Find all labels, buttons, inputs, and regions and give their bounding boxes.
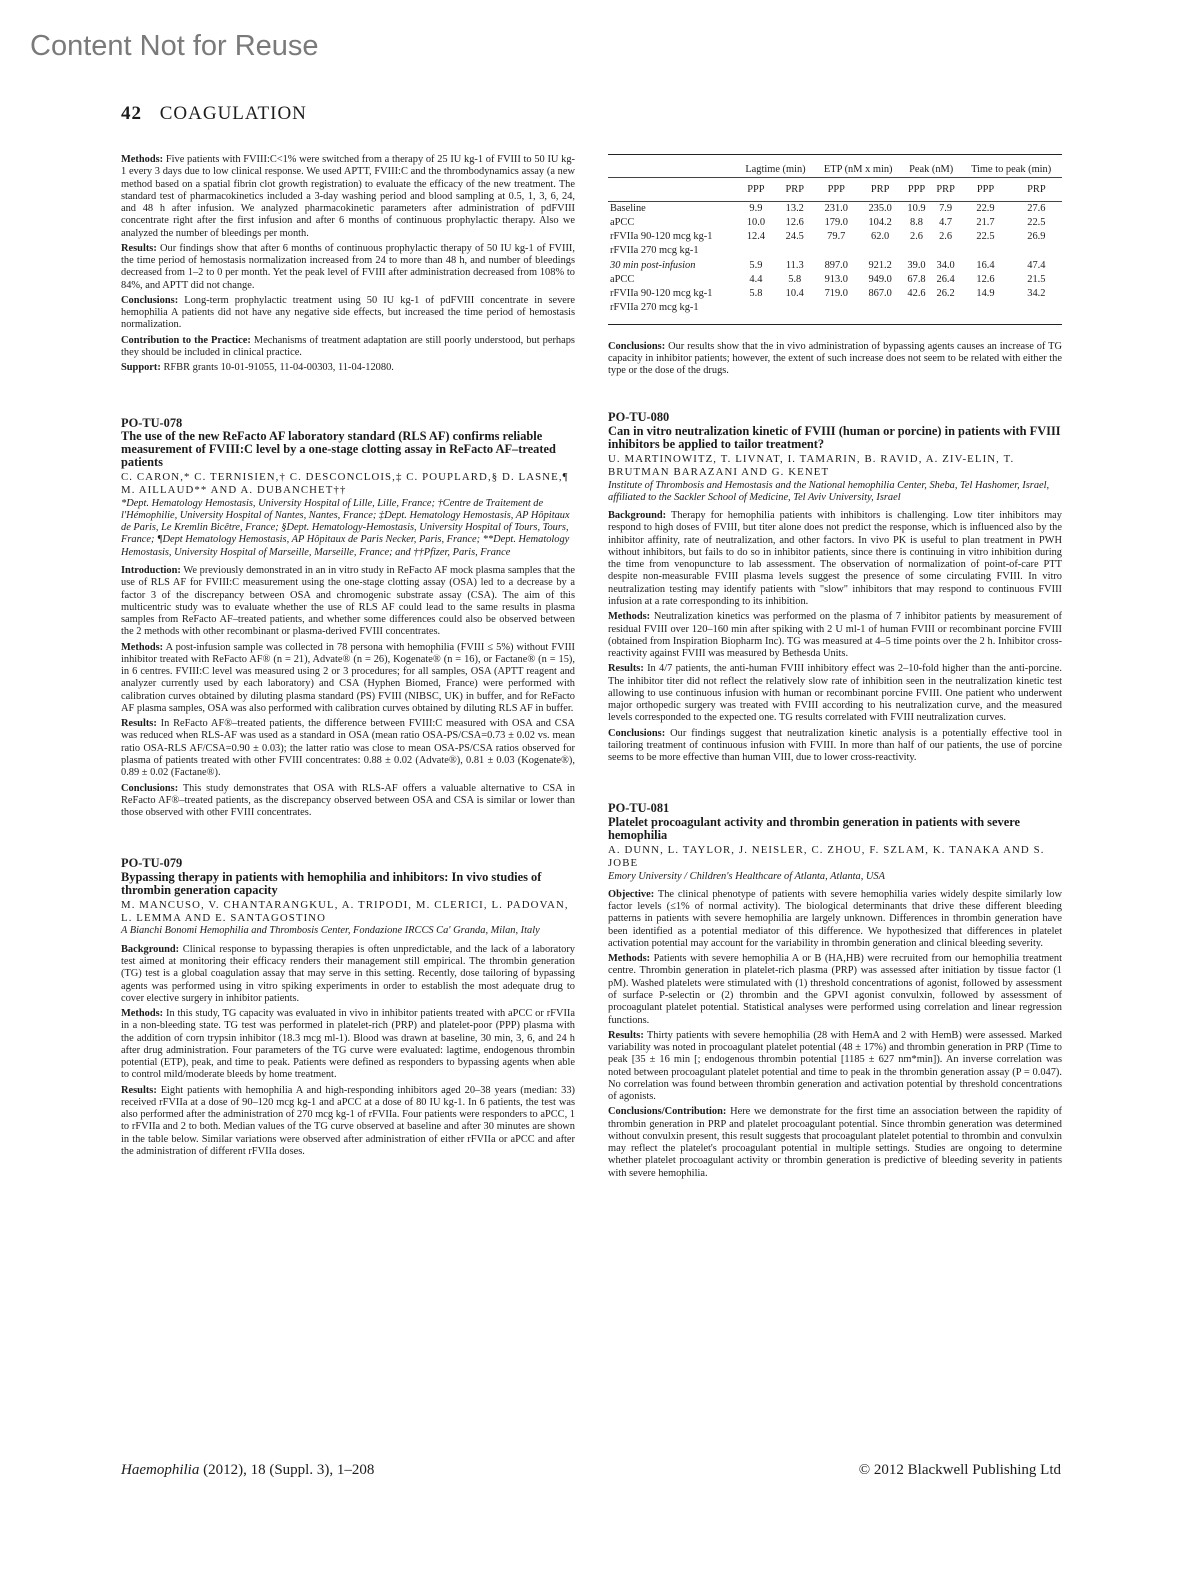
conclusions-paragraph <box>121 783 575 820</box>
table-cell: 5.8 <box>749 288 763 300</box>
abstract-authors: M. MANCUSO, V. CHANTARANGKUL, A. TRIPODI, M. CLERICI, L. PADOVAN, L. LEMMA AND E. SANTAGOSTINO <box>121 898 569 924</box>
table-cell: 104.2 <box>868 216 892 228</box>
body-text: In 4/7 patients, the anti-human FVIII inhibitory effect was 2–10-fold higher than the anti-porcine. The inhibitor titer did not reflect the relatively slow rate of inhibition seen in the neutralization kinetic test allowing to use continuous infusion with human or recombinant porcine FVIII. One patient who underwent major orthopedic surgery was treated with FVIII according to his neutralization curve, and the measured levels corresponded to the expected one. TG results correlated with FVIII neutralization curves. <box>608 663 1062 724</box>
body-text: Therapy for hemophilia patients with inhibitors is challenging. Low titer inhibitors may respond to high doses of FVIII, but titer alone does not predict the response, which is influenced also by the inhibitor affinity, rate of neutralization, and other factors. In vivo PK is useful to plan treatment in PWH without inhibitors, but fails to do so in inhibitor patients, since there is continuing in vitro inhibition during the time from venopuncture to lab assessment. The observation of normalization of point-of-care PTT despite non-measurable FVIII plasma levels suggest the presence of some circulating FVIII. In vitro neutralization testing may identify patients with "slow" inhibitors that may respond to continuous FVIII infusion at a rate corresponding to its inhibition. <box>608 510 1062 607</box>
support-paragraph <box>121 362 575 374</box>
abstract-id: PO-TU-079 <box>121 856 183 871</box>
section-label: Results: <box>121 718 157 730</box>
results-paragraph <box>608 1030 1062 1104</box>
methods-paragraph <box>121 642 575 716</box>
section-label: Support: <box>121 362 161 374</box>
table-row-label: Baseline <box>610 202 646 214</box>
table-cell: 2.6 <box>910 231 924 243</box>
abstract-title: Can in vitro neutralization kinetic of FVIII (human or porcine) in patients with FVIII inhibitors be applied to tailor treatment? <box>608 424 1061 452</box>
section-label: Conclusions: <box>121 782 179 794</box>
methods-paragraph <box>121 154 575 240</box>
abstract-title: Platelet procoagulant activity and thrombin generation in patients with severe hemophilia <box>608 815 1020 843</box>
table-row-label: aPCC <box>610 273 635 285</box>
table-cell: 42.6 <box>907 288 926 300</box>
body-text: Mechanisms of treatment adaptation are still poorly understood, but perhaps they should be included in clinical practice. <box>121 334 575 358</box>
body-text: A post-infusion sample was collected in 78 persona with hemophilia (FVIII ≤ 5%) without FVIII inhibitor treated with ReFacto AF® (n = 21), Advate® (n = 26), Kogenate® (n = 16), or Factane® (n = 15), in 6 centres. FVIII:C level was measured using 2 or 3 procedures; for all samples, OSA (APTT reagent and analyzer currently used by each laboratory) and CSA (Hyphen Biomed, France) were performed with calibration curves obtained by diluting plasma standard (PS) FVIII (NIBSC, UK) in buffer, and for ReFacto AF plasma samples, OSA was also performed with calibration curves obtained by diluting RLS AF in buffer. <box>121 641 575 714</box>
table-cell: 22.9 <box>976 202 995 214</box>
citation-details: (2012), 18 (Suppl. 3), 1–208 <box>199 1462 375 1478</box>
table-row <box>608 230 1062 244</box>
table-row <box>608 301 1062 315</box>
watermark: Content Not for Reuse <box>30 30 319 62</box>
body-text: In ReFacto AF®–treated patients, the difference between FVIII:C measured with OSA and CSA was reduced when RLS-AF was used as a standard in OSA (mean ratio OSA-PS/CSA=0.73 ± 0.02 vs. mean ratio OSA-RLS AF/CSA=0.90 ± 0.03); the latter ratio was close to mean OSA-PS/CSA ratios observed for plasma of patients treated with other FVIII concentrates: 0.88 ± 0.02 (Advate®), 0.81 ± 0.03 (Kogenate®), 0.89 ± 0.02 (Factane®). <box>121 718 575 779</box>
body-text: Thirty patients with severe hemophilia (28 with HemA and 2 with HemB) were assessed. Marked variability was noted in procoagulant platelet potential (48 ± 17%) and thrombin generation in PRP (Time to peak [35 ± 16 min [; endogenous thrombin potential [1185 ± 627 nm*min]). An inverse correlation was noted between procoagulant platelet potential and time to peak in the thrombin generation assay (P = 0.047). No correlation was found between thrombin generation and activation potential by threshold concentrations of agonists. <box>608 1029 1062 1103</box>
table-cell <box>858 301 902 315</box>
table-cell: 949.0 <box>868 273 892 285</box>
abstract-po-tu-080 <box>608 411 1062 764</box>
table-subheader: PPP <box>960 178 1010 201</box>
results-paragraph <box>608 663 1062 724</box>
table-row-label: rFVIIa 90-120 mcg kg-1 <box>610 288 713 300</box>
table-cell: 4.4 <box>749 273 763 285</box>
table-cell: 21.7 <box>976 216 995 228</box>
table-cell <box>737 301 776 315</box>
table-cell: 22.5 <box>976 231 995 243</box>
table-cell <box>737 244 776 258</box>
section-label: Contribution to the Practice: <box>121 334 251 346</box>
table-cell: 9.9 <box>749 202 763 214</box>
table-cell: 26.2 <box>936 288 955 300</box>
table-row-label: aPCC <box>610 216 635 228</box>
table-cell: 10.0 <box>746 216 766 228</box>
body-text: This study demonstrates that OSA with RLS-AF offers a valuable alternative to CSA in ReFacto AF®–treated patients, as the discrepancy observed between OSA and CSA is similar or lower than those observed with other FVIII concentrates. <box>121 782 575 819</box>
table-cell <box>858 244 902 258</box>
abstract-po-tu-079 <box>121 857 575 1158</box>
table-subheader: PRP <box>858 178 902 201</box>
table-header: Peak (nM) <box>909 164 954 175</box>
table-cell: 4.7 <box>939 216 953 228</box>
section-label: Conclusions: <box>121 294 179 306</box>
table-cell: 13.2 <box>785 202 804 214</box>
section-label: Introduction: <box>121 565 181 576</box>
table-cell: 16.4 <box>976 259 995 271</box>
table-cell: 8.8 <box>910 216 924 228</box>
methods-paragraph <box>121 1008 575 1082</box>
table-row-label: rFVIIa 270 mcg kg-1 <box>610 302 699 314</box>
table-subheader-row <box>608 178 1062 201</box>
abstract-po-tu-078 <box>121 417 575 820</box>
table-row <box>608 201 1062 216</box>
body-text: Our findings suggest that neutralization kinetic analysis is a potentially effective tool in tailoring treatment of continuous infusion with FVIII. In more than half of our patients, the use of porcine seems to be more effective than human VIII, due to lower cross-reactivity. <box>608 727 1062 764</box>
section-label: Conclusions: <box>608 727 666 739</box>
table-cell <box>931 301 960 315</box>
table-cell <box>960 301 1010 315</box>
table-row <box>608 287 1062 301</box>
table-cell <box>775 301 814 315</box>
body-text: In this study, TG capacity was evaluated in vivo in inhibitor patients treated with aPCC or rFVIIa in a non-bleeding state. TG test was performed in platelet-rich (PRP) and platelet-poor (PPP) plasma with the addition of corn trypsin inhibitor (18.3 mcg ml-1). Blood was drawn at baseline, 30 min, 3, 6, and 24 h after drug administration. Four parameters of the TG curve were evaluated: lagtime, endogenous thrombin potential (ETP), peak, and time to peak. Patients were defined as responders to bypassing agents when able to control mild/moderate bleeds by home treatment. <box>121 1008 575 1081</box>
abstract-affiliation: Institute of Thrombosis and Hemostasis and the National hemophilia Center, Sheba, Tel Hashomer, Israel, affiliated to the Sackler School of Medicine, Tel Aviv University, Israel <box>608 479 1050 503</box>
section-label: Methods: <box>608 611 651 623</box>
table-cell <box>931 244 960 258</box>
table-cell: 2.6 <box>939 231 953 243</box>
results-paragraph <box>121 243 575 292</box>
table-cell: 67.8 <box>907 273 926 285</box>
table-cell: 867.0 <box>868 288 892 300</box>
abstract-id: PO-TU-081 <box>608 801 670 816</box>
table-cell <box>814 244 858 258</box>
section-label: Methods: <box>121 154 164 165</box>
body-text: We previously demonstrated in an in vitro study in ReFacto AF mock plasma samples that the use of RLS AF for FVIII:C measurement using the one-stage clotting assay (OSA) led to a decrease by a factor 3 of the discrepancy between OSA and chromogenic substrate assay (CSA). The aim of this multicentric study was to evaluate whether the use of RLS AF could lead to the same results in plasma samples from ReFacto AF–treated patients, and whether some differences could also be observed between the 2 methods with other recombinant or plasma-derived FVIII concentrates. <box>121 565 575 638</box>
table-cell: 10.9 <box>907 202 926 214</box>
background-paragraph <box>121 944 575 1005</box>
table-subheader: PPP <box>902 178 931 201</box>
table-cell: 34.2 <box>1027 288 1046 300</box>
body-text: Here we demonstrate for the first time an association between the rapidity of thrombin generation in PRP and platelet procoagulant potential. Since thrombin generation was determined without convulxin present, this result suggests that procoagulant platelet potential to thrombin and convulxin may reflect the platelet's procoagulant potential in multiple settings. Studies are ongoing to determine whether platelet procoagulant activity or thrombin generation is predictive of bleeding severity in patients with severe hemophilia. <box>608 1106 1062 1179</box>
table-row-label: rFVIIa 90-120 mcg kg-1 <box>610 231 713 243</box>
table-cell <box>902 301 931 315</box>
table-cell: 79.7 <box>827 231 846 243</box>
journal-name: Haemophilia <box>121 1462 200 1478</box>
conclusions-paragraph <box>121 295 575 332</box>
results-paragraph <box>121 718 575 779</box>
table-cell: 235.0 <box>868 202 892 214</box>
table-cell: 39.0 <box>907 259 926 271</box>
body-text: Eight patients with hemophilia A and high-responding inhibitors aged 20–38 years (median: 33) received rFVIIa at a dose of 90–120 mcg kg-1 and aPCC at a dose of 80 IU kg-1. In 6 patients, the test was also performed after the administration of 270 mcg kg-1 of rFVIIa. Four patients were responders to aPCC, 1 to rFVIIa and 2 to both. Median values of the TG curve observed at baseline and after 30 minutes are shown in the table below. Similar variations were observed after administration of either rFVIIa or aPCC and after the administration of different rFVIIa doses. <box>121 1084 575 1157</box>
body-text: Neutralization kinetics was performed on the plasma of 7 inhibitor patients by measurement of residual FVIII over 120–160 min after spiking with 2 U ml-1 of human FVIII or recombinant porcine FVIII (obtained from Inspiration Biopharm Inc). TG was measured at 4–5 time points over the 2 h. Inhibitor cross-reactivity against FVIII was measured by Bethesda Units. <box>608 611 1062 660</box>
table-cell: 921.2 <box>868 259 892 271</box>
table-group-header-row <box>608 163 1062 178</box>
abstract-affiliation: Emory University / Children's Healthcare of Atlanta, Atlanta, USA <box>608 870 885 882</box>
table-subheader: PRP <box>931 178 960 201</box>
tg-results-table <box>608 154 1062 325</box>
table-cell: 5.8 <box>788 273 802 285</box>
table-cell <box>775 244 814 258</box>
table-row-label: rFVIIa 270 mcg kg-1 <box>610 245 699 257</box>
table-cell: 5.9 <box>749 259 763 271</box>
abstract-authors: C. CARON,* C. TERNISIEN,† C. DESCONCLOIS,‡ C. POUPLARD,§ D. LASNE,¶ M. AILLAUD** AND A. DUBANCHET†† <box>121 471 569 496</box>
table-cell: 12.4 <box>746 231 766 243</box>
running-head <box>121 103 307 125</box>
section-label: Objective: <box>608 888 655 900</box>
table-cell <box>902 244 931 258</box>
abstract-authors: A. DUNN, L. TAYLOR, J. NEISLER, C. ZHOU, F. SZLAM, K. TANAKA AND S. JOBE <box>608 844 1045 869</box>
table-subheader: PPP <box>737 178 776 201</box>
methods-paragraph <box>608 953 1062 1027</box>
table-cell: 27.6 <box>1027 202 1046 214</box>
table-cell <box>814 301 858 315</box>
objective-paragraph <box>608 889 1062 950</box>
page-number: 42 <box>121 103 142 124</box>
results-paragraph <box>121 1085 575 1159</box>
abstract-title: Bypassing therapy in patients with hemophilia and inhibitors: In vivo studies of thrombin generation capacity <box>121 869 542 897</box>
table-header: Time to peak (min) <box>971 164 1052 175</box>
section-label: Results: <box>608 1029 644 1041</box>
table-cell: 47.4 <box>1027 259 1046 271</box>
prev-abstract-continuation <box>121 154 575 375</box>
table-cell: 231.0 <box>824 202 848 214</box>
section-label: Methods: <box>121 1008 164 1020</box>
body-text: Our results show that the in vivo administration of bypassing agents causes an increase of TG capacity in inhibitor patients; however, the extent of such increase does not seem to be related with either the type or the dose of the drugs. <box>608 340 1062 377</box>
background-paragraph <box>608 510 1062 608</box>
table-row-label: 30 min post-infusion <box>610 259 696 271</box>
abstract-affiliation: *Dept. Hematology Hemostasis, University Hospital of Lille, Lille, France; †Centre de Traitement de l'Hémophilie, University Hospital of Nantes, Nantes, France; ‡Dept. Hematology Hemostasis, AP Hôpitaux de Paris, Le Kremlin Bicêtre, France; §Dept. Hematology-Hemostasis, University Hospital of Tours, Tours, France; ¶Dept Hematology Hemostasis, AP Hôpitaux de Paris Necker, Paris, France; **Dept. Hematology Hemostasis, University Hospital of Marseille, Marseille, France; and ††Pfizer, Paris, France <box>121 497 570 558</box>
table-cell: 26.9 <box>1027 231 1046 243</box>
table-cell <box>1011 301 1062 315</box>
section-label: Methods: <box>121 641 164 653</box>
section-label: Methods: <box>608 953 651 965</box>
body-text: Patients with severe hemophilia A or B (HA,HB) were recruited from our hemophilia treatment centre. Thrombin generation in platelet-rich plasma (PRP) was assessed after initiation by tissue factor (1 pM). Washed platelets were stimulated with (1) threshold concentrations of agonist, followed by assessment of surface P-selectin or (2) thrombin and the GPVI agonist convulxin, followed by assessment of procoagulant platelet potential. Statistical analyses were performed using correlation and linear regression functions. <box>608 953 1062 1026</box>
table-row <box>608 273 1062 287</box>
section-label: Conclusions/Contribution: <box>608 1106 727 1118</box>
journal-citation <box>121 1462 374 1479</box>
table-header: ETP (nM x min) <box>823 164 893 175</box>
table-cell: 62.0 <box>871 231 890 243</box>
table-cell: 11.3 <box>785 259 804 271</box>
table-cell: 897.0 <box>824 259 848 271</box>
table-row <box>608 244 1062 258</box>
conclusions-paragraph <box>608 728 1062 765</box>
body-text: Clinical response to bypassing therapies is often unpredictable, and the lack of a laboratory test aimed at monitoring their efficacy renders their management still empirical. The thrombin generation (TG) test is a global coagulation assay that may serve in this setting. Recently, dose tailoring of bypassing agents was performed using in vitro spiking experiments in order to establish the most adequate drug to cover elective surgery in inhibitor patients. <box>121 943 575 1004</box>
table-subheader: PPP <box>814 178 858 201</box>
section-label: Conclusions: <box>608 340 666 352</box>
conclusions-paragraph <box>608 341 1062 378</box>
abstract-title: The use of the new ReFacto AF laboratory standard (RLS AF) confirms reliable measurement of FVIII:C level by a one-stage clotting assay in ReFacto AF–treated patients <box>121 429 556 470</box>
body-text: Our findings show that after 6 months of continuous prophylactic therapy of 50 IU kg-1 of FVIII, the time period of hemostasis normalization increased from 24 to more than 48 h, and number of bleedings decreased from 1–2 to 0 per month. Yet the peak level of FVIII after administration decreased from 108% to 84%, and APTT did not change. <box>121 242 575 291</box>
table-cell: 12.6 <box>785 216 804 228</box>
table-row <box>608 259 1062 273</box>
contribution-paragraph <box>121 335 575 360</box>
table-cell: 21.5 <box>1027 273 1046 285</box>
methods-paragraph <box>608 611 1062 660</box>
left-column <box>121 154 575 1161</box>
conclusions-paragraph <box>608 1106 1062 1180</box>
table-cell: 719.0 <box>824 288 848 300</box>
table-header: Lagtime (min) <box>745 164 806 175</box>
abstract-authors: U. MARTINOWITZ, T. LIVNAT, I. TAMARIN, B. RAVID, A. ZIV-ELIN, T. BRUTMAN BARAZANI AND G. KENET <box>608 453 1015 478</box>
table-cell: 22.5 <box>1027 216 1046 228</box>
table-row <box>608 216 1062 230</box>
table-cell: 179.0 <box>824 216 848 228</box>
section-label: Results: <box>121 242 157 254</box>
table-cell: 26.4 <box>936 273 955 285</box>
body-text: Long-term prophylactic treatment using 50 IU kg-1 of pdFVIII concentrate in severe hemophilia A patients did not have any negative side effects, but increased the time period of hemostasis normalization. <box>121 294 575 331</box>
table-body <box>608 201 1062 316</box>
table-cell: 913.0 <box>824 273 848 285</box>
section-label: Background: <box>608 510 667 522</box>
table-cell <box>1011 244 1062 258</box>
introduction-paragraph <box>121 565 575 639</box>
section-label: Background: <box>121 943 180 955</box>
section-title: COAGULATION <box>159 103 307 124</box>
abstract-id: PO-TU-078 <box>121 415 183 430</box>
abstract-affiliation: A Bianchi Bonomi Hemophilia and Thrombosis Center, Fondazione IRCCS Ca' Granda, Milan, Italy <box>121 925 540 937</box>
body-text: RFBR grants 10-01-91055, 11-04-00303, 11-04-12080. <box>163 362 394 374</box>
body-text: Five patients with FVIII:C<1% were switched from a therapy of 25 IU kg-1 of FVIII to 50 IU kg-1 every 3 days due to low clinical response. We used APTT, FVIII:C and the thrombodynamics assay (a new method based on a spatial fibrin clot growth registration) to evaluate the efficacy of the new treatment. The standard test of pharmacokinetics included a 3-day washing period and blood sampling at 0.5, 1, 3, 6, 24, and 48 h after infusion. We analyzed pharmacokinetic parameters after administration of pdFVIII concentrate right after the first infusion and after 6 months of continuous prophylactic therapy. Also we analyzed the number of bleedings per month. <box>121 154 575 239</box>
table-cell: 7.9 <box>939 202 953 214</box>
table-cell: 10.4 <box>785 288 804 300</box>
body-text: The clinical phenotype of patients with severe hemophilia varies widely despite similarly low factor levels (≤1% of normal activity). The biological determinants that drive these different bleeding patterns in patients with severe hemophilia are largely unknown. Differences in thrombin generation have been identified as a potential mediator of this difference. We hypothesized that differences in platelet activation potential may account for the variability in thrombin generation and clinical bleeding severity. <box>608 888 1062 949</box>
table-subheader: PRP <box>1011 178 1062 201</box>
section-label: Results: <box>121 1084 157 1096</box>
table-cell <box>960 244 1010 258</box>
copyright: © 2012 Blackwell Publishing Ltd <box>858 1462 1061 1478</box>
abstract-id: PO-TU-080 <box>608 410 670 425</box>
table-cell: 34.0 <box>936 259 955 271</box>
table-cell: 12.6 <box>976 273 995 285</box>
table-subheader: PRP <box>775 178 814 201</box>
right-column <box>608 154 1062 1183</box>
section-label: Results: <box>608 663 644 675</box>
table-cell: 24.5 <box>785 231 804 243</box>
abstract-po-tu-081 <box>608 802 1062 1180</box>
table-cell: 14.9 <box>976 288 995 300</box>
